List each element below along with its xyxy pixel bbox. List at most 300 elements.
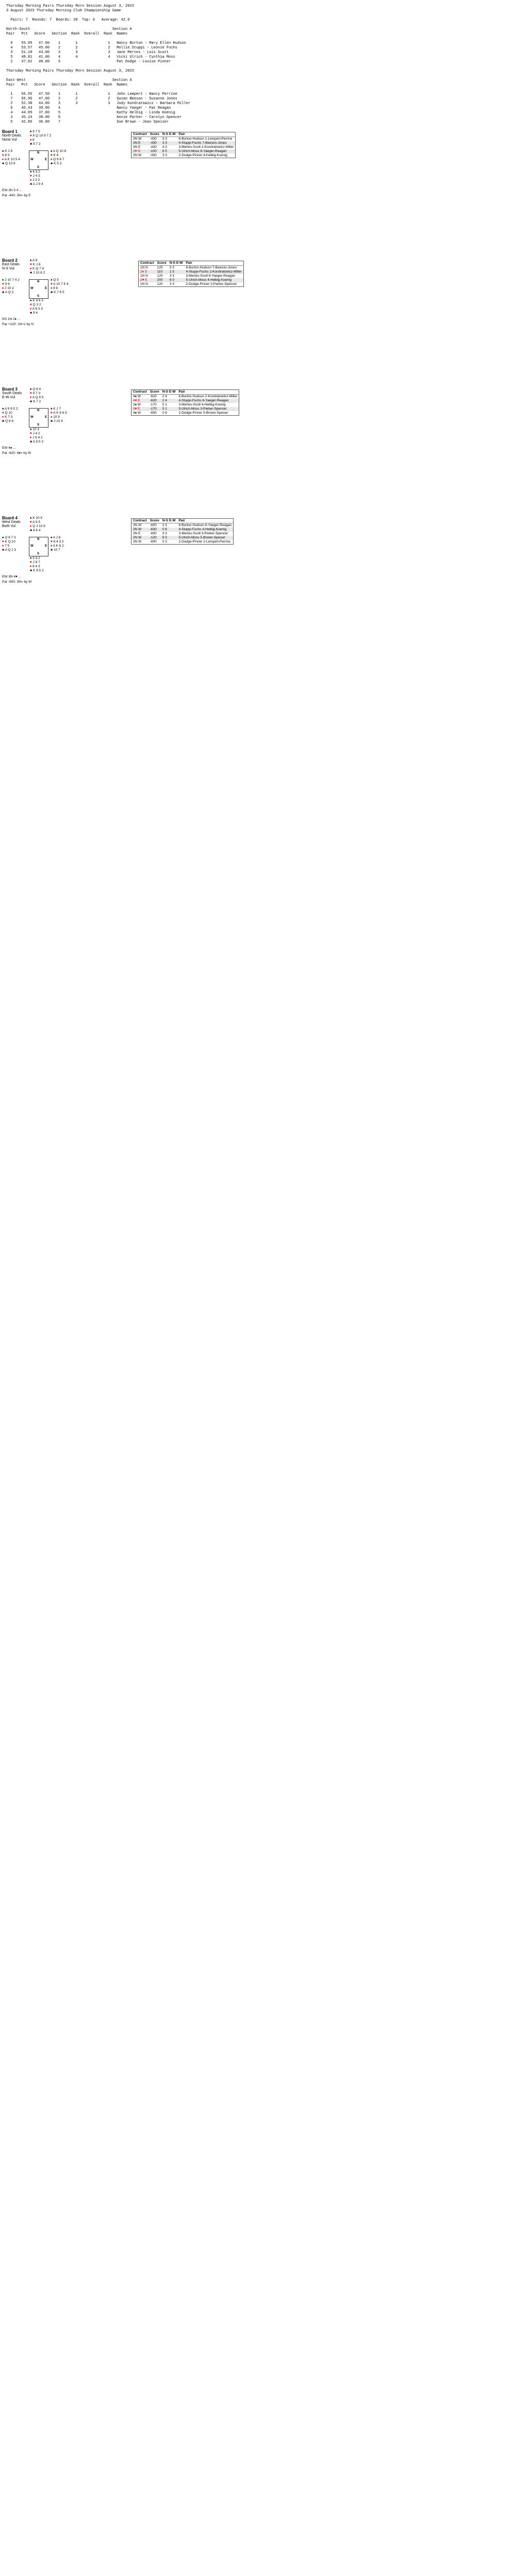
vulnerability: Both Vul	[2, 524, 16, 528]
vulnerability: N-S Vul	[2, 267, 14, 270]
suit-holding	[2, 149, 20, 154]
compass-north: N	[37, 409, 40, 412]
suit-holding	[51, 291, 69, 295]
suit-cards: 8 4 3 2	[52, 540, 64, 544]
suit-icon: ♠	[2, 407, 4, 411]
suit-cards: A Q 10 9 7 2	[31, 134, 52, 138]
suit-holding	[30, 556, 44, 561]
suit-cards: 8 6 4	[32, 529, 41, 532]
table-cell: 3 3	[162, 137, 167, 141]
suit-icon: ♣	[51, 162, 53, 165]
column-header: Pair	[184, 261, 243, 266]
column-header: Contract	[131, 390, 148, 395]
suit-icon: ♣	[30, 182, 32, 186]
suit-cards: 9 6	[4, 282, 10, 286]
suit-cards: J 10 7 4 2	[4, 278, 20, 282]
suit-holding	[30, 263, 45, 267]
dealer: South Deals	[2, 392, 22, 395]
column-header: Contract	[131, 519, 148, 523]
suit-icon: ♣	[30, 529, 32, 532]
east-hand	[51, 536, 64, 552]
suit-holding	[30, 142, 51, 146]
suit-cards: A J 6	[52, 536, 61, 539]
suit-icon: ♠	[51, 407, 53, 411]
table-cell: -650	[150, 411, 157, 415]
suit-holding	[30, 170, 43, 174]
table-cell: 2♥ E	[139, 278, 156, 282]
table-cell: -600	[150, 540, 157, 544]
suit-icon: ♥	[30, 303, 32, 307]
suit-holding	[30, 400, 43, 404]
table-cell: 2♠ W	[133, 403, 141, 406]
table-cell: -430	[150, 137, 157, 141]
board-title: Board 2	[2, 258, 18, 263]
suit-cards: A K 6 2	[52, 544, 64, 548]
table-cell: 3-Mertes-Scott 4-Helbig-Koenig	[178, 403, 226, 406]
suit-cards: A Q 10 8	[52, 149, 67, 153]
results-table	[131, 132, 236, 158]
table-cell: -600	[150, 532, 157, 535]
column-header: Contract	[139, 261, 156, 266]
par-line: Par -600: 3N= by W	[2, 580, 32, 584]
column-header: Contract	[131, 132, 148, 137]
suit-icon: ♠	[51, 536, 53, 539]
table-cell: 6 0	[161, 536, 177, 540]
suit-cards: K J 8	[31, 263, 41, 266]
suit-cards: Q 9 8 7	[52, 158, 64, 161]
suit-holding	[2, 162, 20, 166]
table-cell: 4-Stuppi-Fuchs 2-Kondratowicz-Miller	[184, 270, 243, 274]
table-cell: -600	[150, 523, 157, 527]
suit-cards: K 7 2	[32, 400, 41, 403]
suit-icon: ♦	[30, 436, 32, 439]
suit-icon: ♣	[30, 271, 32, 275]
table-row	[131, 528, 234, 532]
suit-cards: 10 7	[53, 548, 60, 552]
suit-cards: 7 5	[4, 544, 10, 548]
table-cell: 3N W	[133, 523, 142, 527]
table-cell: 2N W	[131, 536, 148, 540]
suit-cards: A 10 7 5 4	[52, 282, 69, 286]
suit-icon: ♦	[51, 415, 53, 419]
suit-icon: ♠	[30, 428, 32, 431]
suit-cards: 9 7 5	[31, 130, 40, 133]
suit-icon: ♠	[2, 536, 4, 539]
board-info	[2, 387, 22, 400]
suit-cards: Q 10	[4, 411, 12, 415]
suit-cards: Q 8 6	[4, 419, 13, 423]
suit-cards: K 9 5 2	[32, 569, 44, 572]
suit-icon: ♦	[30, 396, 32, 399]
compass-south: S	[37, 552, 40, 555]
results-table	[131, 389, 239, 416]
table-cell: 3N W	[131, 528, 148, 532]
table-row	[131, 137, 236, 142]
table-row	[139, 270, 244, 274]
suit-holding	[2, 544, 16, 548]
east-hand	[51, 407, 67, 423]
table-cell: -430	[148, 141, 161, 145]
suit-icon: ♠	[2, 278, 4, 282]
table-cell: -120	[148, 536, 161, 540]
suit-cards: Q 10 6	[4, 162, 15, 165]
suit-holding	[2, 540, 16, 544]
suit-holding	[51, 278, 69, 282]
suit-holding	[30, 134, 51, 138]
table-row	[131, 407, 239, 411]
suit-holding	[30, 524, 45, 529]
table-row	[131, 145, 236, 149]
table-cell: 6-Burton-Hudson 1-Lempert-Perrine	[178, 137, 233, 141]
suit-cards: K Q 7 4	[31, 267, 44, 270]
suit-holding	[2, 411, 18, 415]
tricks-line: EW 3N 4♥ ...	[2, 575, 22, 579]
table-cell: 1N N	[140, 282, 148, 286]
column-header: N-S E-W	[168, 261, 185, 266]
compass-east: E	[44, 287, 47, 290]
suit-icon: ♠	[30, 130, 32, 133]
table-row	[131, 540, 234, 545]
suit-icon: ♥	[2, 411, 4, 415]
suit-holding	[30, 561, 44, 565]
table-cell: 4♥ E	[131, 399, 148, 403]
suit-holding	[51, 419, 67, 423]
table-cell: 0 6	[161, 528, 177, 532]
suit-holding	[30, 569, 44, 573]
suit-cards: J 10 2	[4, 286, 14, 290]
table-cell: 3 3	[162, 532, 167, 535]
suit-cards: 5 4 2	[31, 556, 40, 560]
table-cell: 3N W	[133, 137, 142, 141]
suit-holding	[30, 392, 43, 396]
suit-icon: ♥	[2, 154, 4, 157]
table-cell: 2-Dodge-Pinner 4-Helbig-Koenig	[178, 154, 227, 157]
suit-cards: 9 8	[52, 286, 58, 290]
compass	[29, 279, 48, 299]
table-cell: 2-Dodge-Pinner 1-Lempert-Perrine	[178, 540, 230, 544]
suit-cards: K Q 10	[4, 540, 15, 544]
west-hand	[2, 278, 20, 295]
compass-east: E	[44, 158, 47, 161]
east-hand	[51, 149, 66, 166]
table-cell: 2-Dodge-Pinner 3-Parker-Spencer	[186, 282, 237, 286]
suit-icon: ♣	[51, 419, 53, 423]
suit-holding	[30, 130, 51, 134]
suit-icon: ♥	[2, 282, 4, 286]
suit-holding	[30, 267, 45, 271]
table-cell: 1N N	[140, 274, 148, 278]
table-row	[131, 532, 234, 536]
suit-cards: 10 3	[31, 428, 39, 431]
compass-east: E	[44, 416, 47, 419]
table-cell: 4-Stuppi-Fuchs 7-Beeson-Jones	[177, 141, 235, 145]
suit-icon: ♦	[2, 415, 4, 419]
column-header: Pair	[177, 132, 235, 137]
suit-cards: J 3 2	[31, 178, 40, 182]
suit-icon: ♣	[30, 311, 32, 315]
column-header: N-S E-W	[161, 132, 177, 137]
suit-holding	[2, 407, 18, 411]
table-cell: 6-Burton-Hudson 6-Yaeger-Reagan	[178, 523, 232, 527]
suit-holding	[30, 311, 43, 315]
south-hand	[30, 170, 43, 187]
table-cell: 2 4	[161, 399, 177, 403]
suit-holding	[2, 548, 16, 552]
par-line: Par -620: 4♠= by W	[2, 451, 31, 455]
suit-cards: 8 5	[4, 154, 10, 157]
south-hand	[30, 428, 43, 444]
suit-cards: A 8	[31, 259, 38, 262]
suit-holding	[30, 520, 45, 524]
suit-icon: ♣	[30, 440, 32, 444]
compass-west: W	[30, 287, 34, 290]
suit-cards: J 9 7	[31, 561, 40, 564]
table-cell: 4♠ W	[133, 411, 141, 415]
suit-holding	[2, 415, 18, 419]
tricks-line: EW 4♠ ...	[2, 446, 16, 450]
suit-cards: A Q 3	[4, 291, 13, 294]
dealer: West Deals	[2, 520, 21, 524]
suit-holding	[30, 428, 43, 432]
table-cell: 6 0	[168, 278, 185, 282]
compass-west: W	[30, 416, 34, 419]
suit-holding	[51, 536, 64, 540]
suit-cards: 9 4	[32, 311, 38, 315]
suit-cards: K 5 3	[53, 162, 62, 165]
suit-icon: ♦	[51, 286, 53, 290]
suit-holding	[30, 259, 45, 263]
suit-holding	[2, 286, 20, 291]
compass-south: S	[37, 166, 40, 169]
table-cell: -620	[150, 395, 157, 398]
table-cell: 3 3	[169, 266, 174, 269]
suit-holding	[30, 138, 51, 142]
suit-cards: A K 10 5 4	[4, 158, 20, 161]
table-cell: 4-Stuppi-Fuchs 6-Yaeger-Reagan	[177, 399, 239, 403]
board-info	[2, 516, 21, 529]
suit-icon: ♣	[30, 400, 32, 403]
suit-icon: ♣	[51, 291, 53, 294]
compass-west: W	[30, 158, 34, 161]
east-hand	[51, 278, 69, 295]
suit-icon: ♥	[51, 540, 53, 544]
suit-cards: 10 9	[52, 415, 60, 419]
suit-holding	[2, 419, 18, 423]
par-line: Par +120: 1N+1 by N	[2, 323, 34, 326]
north-hand	[30, 130, 51, 146]
suit-holding	[51, 286, 69, 291]
table-cell: -170	[150, 403, 157, 406]
suit-holding	[51, 540, 64, 544]
tricks-line: EW 3N 5 4 ...	[2, 189, 22, 192]
table-cell: 5 1	[162, 403, 167, 406]
board	[0, 386, 528, 515]
suit-cards: K J 6	[4, 149, 13, 153]
table-row	[131, 149, 236, 154]
suit-icon: ♣	[30, 569, 32, 572]
suit-holding	[30, 436, 43, 440]
table-row	[131, 523, 234, 528]
compass-east: E	[44, 545, 47, 548]
suit-cards: A J 9 4	[32, 182, 43, 186]
table-cell: -170	[148, 407, 161, 411]
suit-icon: ♣	[2, 291, 5, 294]
table-cell: 120	[157, 282, 163, 286]
suit-holding	[30, 182, 43, 187]
table-cell: 2♦ S	[139, 270, 156, 274]
board	[0, 129, 528, 258]
suit-icon: ♥	[30, 520, 32, 524]
compass	[29, 408, 48, 428]
suit-icon: ♦	[51, 158, 53, 161]
suit-holding	[51, 548, 64, 552]
suit-cards: Q 3 2	[31, 303, 41, 307]
suit-holding	[30, 299, 43, 303]
table-cell: 6-Burton-Hudson 2-Kondratowicz-Miller	[178, 395, 238, 398]
table-cell: 3N W	[133, 154, 142, 157]
suit-holding	[30, 271, 45, 275]
results-table	[138, 261, 244, 287]
table-cell: 3-Mertes-Scott 2-Kondratowicz-Miller	[178, 145, 234, 149]
suit-cards: J 4 3	[31, 174, 40, 178]
column-header: Pair	[177, 390, 239, 395]
board-title: Board 1	[2, 129, 18, 134]
table-cell: 120	[157, 274, 163, 278]
suit-cards: K 6	[52, 154, 59, 157]
table-row	[131, 536, 234, 540]
suit-holding	[51, 154, 66, 158]
table-cell: 3N E	[133, 145, 141, 149]
table-cell: 3 3	[169, 274, 174, 278]
table-cell: -430	[150, 145, 157, 149]
table-cell: -630	[148, 528, 161, 532]
suit-cards: 6	[31, 138, 35, 142]
column-header: Score	[148, 390, 161, 395]
suit-holding	[30, 440, 43, 444]
compass-north: N	[37, 151, 40, 155]
suit-holding	[30, 174, 43, 178]
table-cell: 5-Ulrich-Moss 3-Parker-Spencer	[177, 407, 239, 411]
suit-icon: ♦	[30, 524, 32, 528]
suit-icon: ♥	[51, 282, 53, 286]
suit-holding	[30, 387, 43, 392]
suit-holding	[30, 516, 45, 520]
suit-icon: ♥	[30, 561, 32, 564]
suit-holding	[51, 544, 64, 548]
table-cell: 5-Ulrich-Moss 5-Brown-Speiser	[177, 536, 233, 540]
suit-icon: ♦	[30, 138, 32, 142]
table-cell: 3 3	[162, 540, 167, 544]
compass-north: N	[37, 538, 40, 541]
table-cell: 3 3	[161, 141, 177, 145]
board-info	[2, 259, 20, 271]
suit-holding	[2, 154, 20, 158]
suit-holding	[2, 536, 16, 540]
results-header: Thursday Morning Pairs Thursday Morn Session August 3, 2023 3 August 2023 Thursday Morning Club Championship Game Pairs: 7 Rounds: 7 Boards: 28 Top: 6 Average: 42.0 North-South Section A Pair Pct Score Section Rank Overall Rank Names 6 55.95 47.00 1 1 1 Nancy Burton - Mary Ellen Hudson 4 53.57 45.00 2 2 2 Mollie Stuppi - Leonie Fuchs 3 51.19 43.00 3 3 3 Jane Mertes - Lois Scott 5 48.81 41.00 4 4 4 Vicki Ulrich - Cynthia Moss 2 47.62 40.00 5 Pat Dodge - Louise Pinner Thursday Morning Pairs Thursday Morn Session August 3, 2023 East-West Section A Pair Pct Score Section Rank Overall Rank Names 1 56.55 47.50 1 1 1 John Lempert - Nancy Perrine 7 55.95 47.00 2 2 2 Susan Beeson - Suzanne Jones 2 52.38 44.00 3 3 3 Judy Kondratowicz - Barbara Miller 6 46.43 39.00 4 Nancy Yaeger - Pat Reagan 4 44.05 37.00 5 Kathy Helbig - Linda Koenig 3 45.24 38.00 6 Annie Parker - Carolyn Spencer 5 42.86 36.00 7 Sue Brown - Jean Speiser	[6, 4, 191, 124]
tricks-line: NS 1N 2♦ ...	[2, 317, 21, 321]
suit-icon: ♣	[2, 419, 5, 423]
suit-cards: A K 8 6 5	[52, 411, 67, 415]
suit-icon: ♠	[30, 556, 32, 560]
suit-holding	[51, 407, 67, 411]
suit-icon: ♥	[2, 540, 4, 544]
suit-cards: K 7 3	[4, 415, 13, 419]
suit-cards: 8 7 2	[32, 142, 41, 146]
table-cell: 3-Mertes-Scott 6-Yaeger-Reagan	[186, 274, 236, 278]
table-cell: 3♥ E	[131, 407, 148, 411]
suit-cards: 9 7 3	[31, 392, 41, 395]
table-cell: -100	[148, 149, 161, 154]
south-hand	[30, 556, 44, 573]
board-title: Board 3	[2, 387, 18, 392]
suit-icon: ♦	[30, 565, 32, 568]
column-header: N-S E-W	[161, 519, 177, 523]
suit-icon: ♦	[30, 267, 32, 270]
west-hand	[2, 149, 20, 166]
suit-cards: K J 7	[52, 407, 61, 411]
suit-icon: ♠	[30, 516, 32, 520]
table-row	[139, 266, 244, 270]
table-row	[131, 395, 239, 399]
table-cell: 5-Ulrich-Moss 4-Helbig-Koenig	[184, 278, 243, 282]
table-cell: 3 3	[162, 145, 167, 149]
suit-holding	[30, 529, 45, 533]
dealer: East Deals	[2, 263, 20, 266]
suit-icon: ♦	[2, 544, 4, 548]
suit-holding	[30, 396, 43, 400]
compass-south: S	[37, 423, 40, 427]
column-header: Score	[148, 519, 161, 523]
suit-icon: ♣	[30, 142, 32, 146]
suit-cards: A 6 5	[31, 520, 41, 524]
suit-cards: Q J 10 9	[31, 524, 45, 528]
suit-cards: 4 3 2	[31, 170, 40, 174]
table-row	[139, 274, 244, 278]
compass-north: N	[37, 280, 40, 283]
table-row	[139, 278, 244, 282]
west-hand	[2, 536, 16, 552]
suit-holding	[51, 411, 67, 415]
table-cell: 0 6	[162, 411, 167, 415]
suit-icon: ♣	[2, 548, 5, 552]
column-header: Pair	[177, 519, 233, 523]
suit-cards: Q 6 4	[31, 387, 41, 391]
table-cell: 4-Stuppi-Fuchs 4-Helbig-Koenig	[177, 528, 233, 532]
west-hand	[2, 407, 18, 423]
table-row	[131, 141, 236, 145]
suit-cards: A 6 5 3	[31, 307, 43, 311]
suit-holding	[2, 282, 20, 286]
table-cell: 3 3	[162, 523, 167, 527]
table-cell: 2♥ N	[131, 149, 148, 154]
suit-icon: ♣	[51, 548, 53, 552]
suit-icon: ♠	[30, 259, 32, 262]
table-cell: 3N E	[133, 532, 141, 535]
compass-west: W	[30, 545, 34, 548]
table-cell: 3N W	[133, 540, 142, 544]
suit-holding	[51, 282, 69, 286]
suit-holding	[30, 565, 44, 569]
column-header: Score	[156, 261, 168, 266]
table-cell: 5-Ulrich-Moss 6-Yaeger-Reagan	[177, 149, 235, 154]
table-cell: 4♠ W	[133, 395, 141, 398]
table-cell: 2 4	[162, 395, 167, 398]
suit-icon: ♠	[30, 387, 32, 391]
column-header: Score	[148, 132, 161, 137]
suit-icon: ♥	[30, 263, 32, 266]
table-cell: 6 0	[161, 149, 177, 154]
vulnerability: E-W Vul	[2, 396, 15, 399]
